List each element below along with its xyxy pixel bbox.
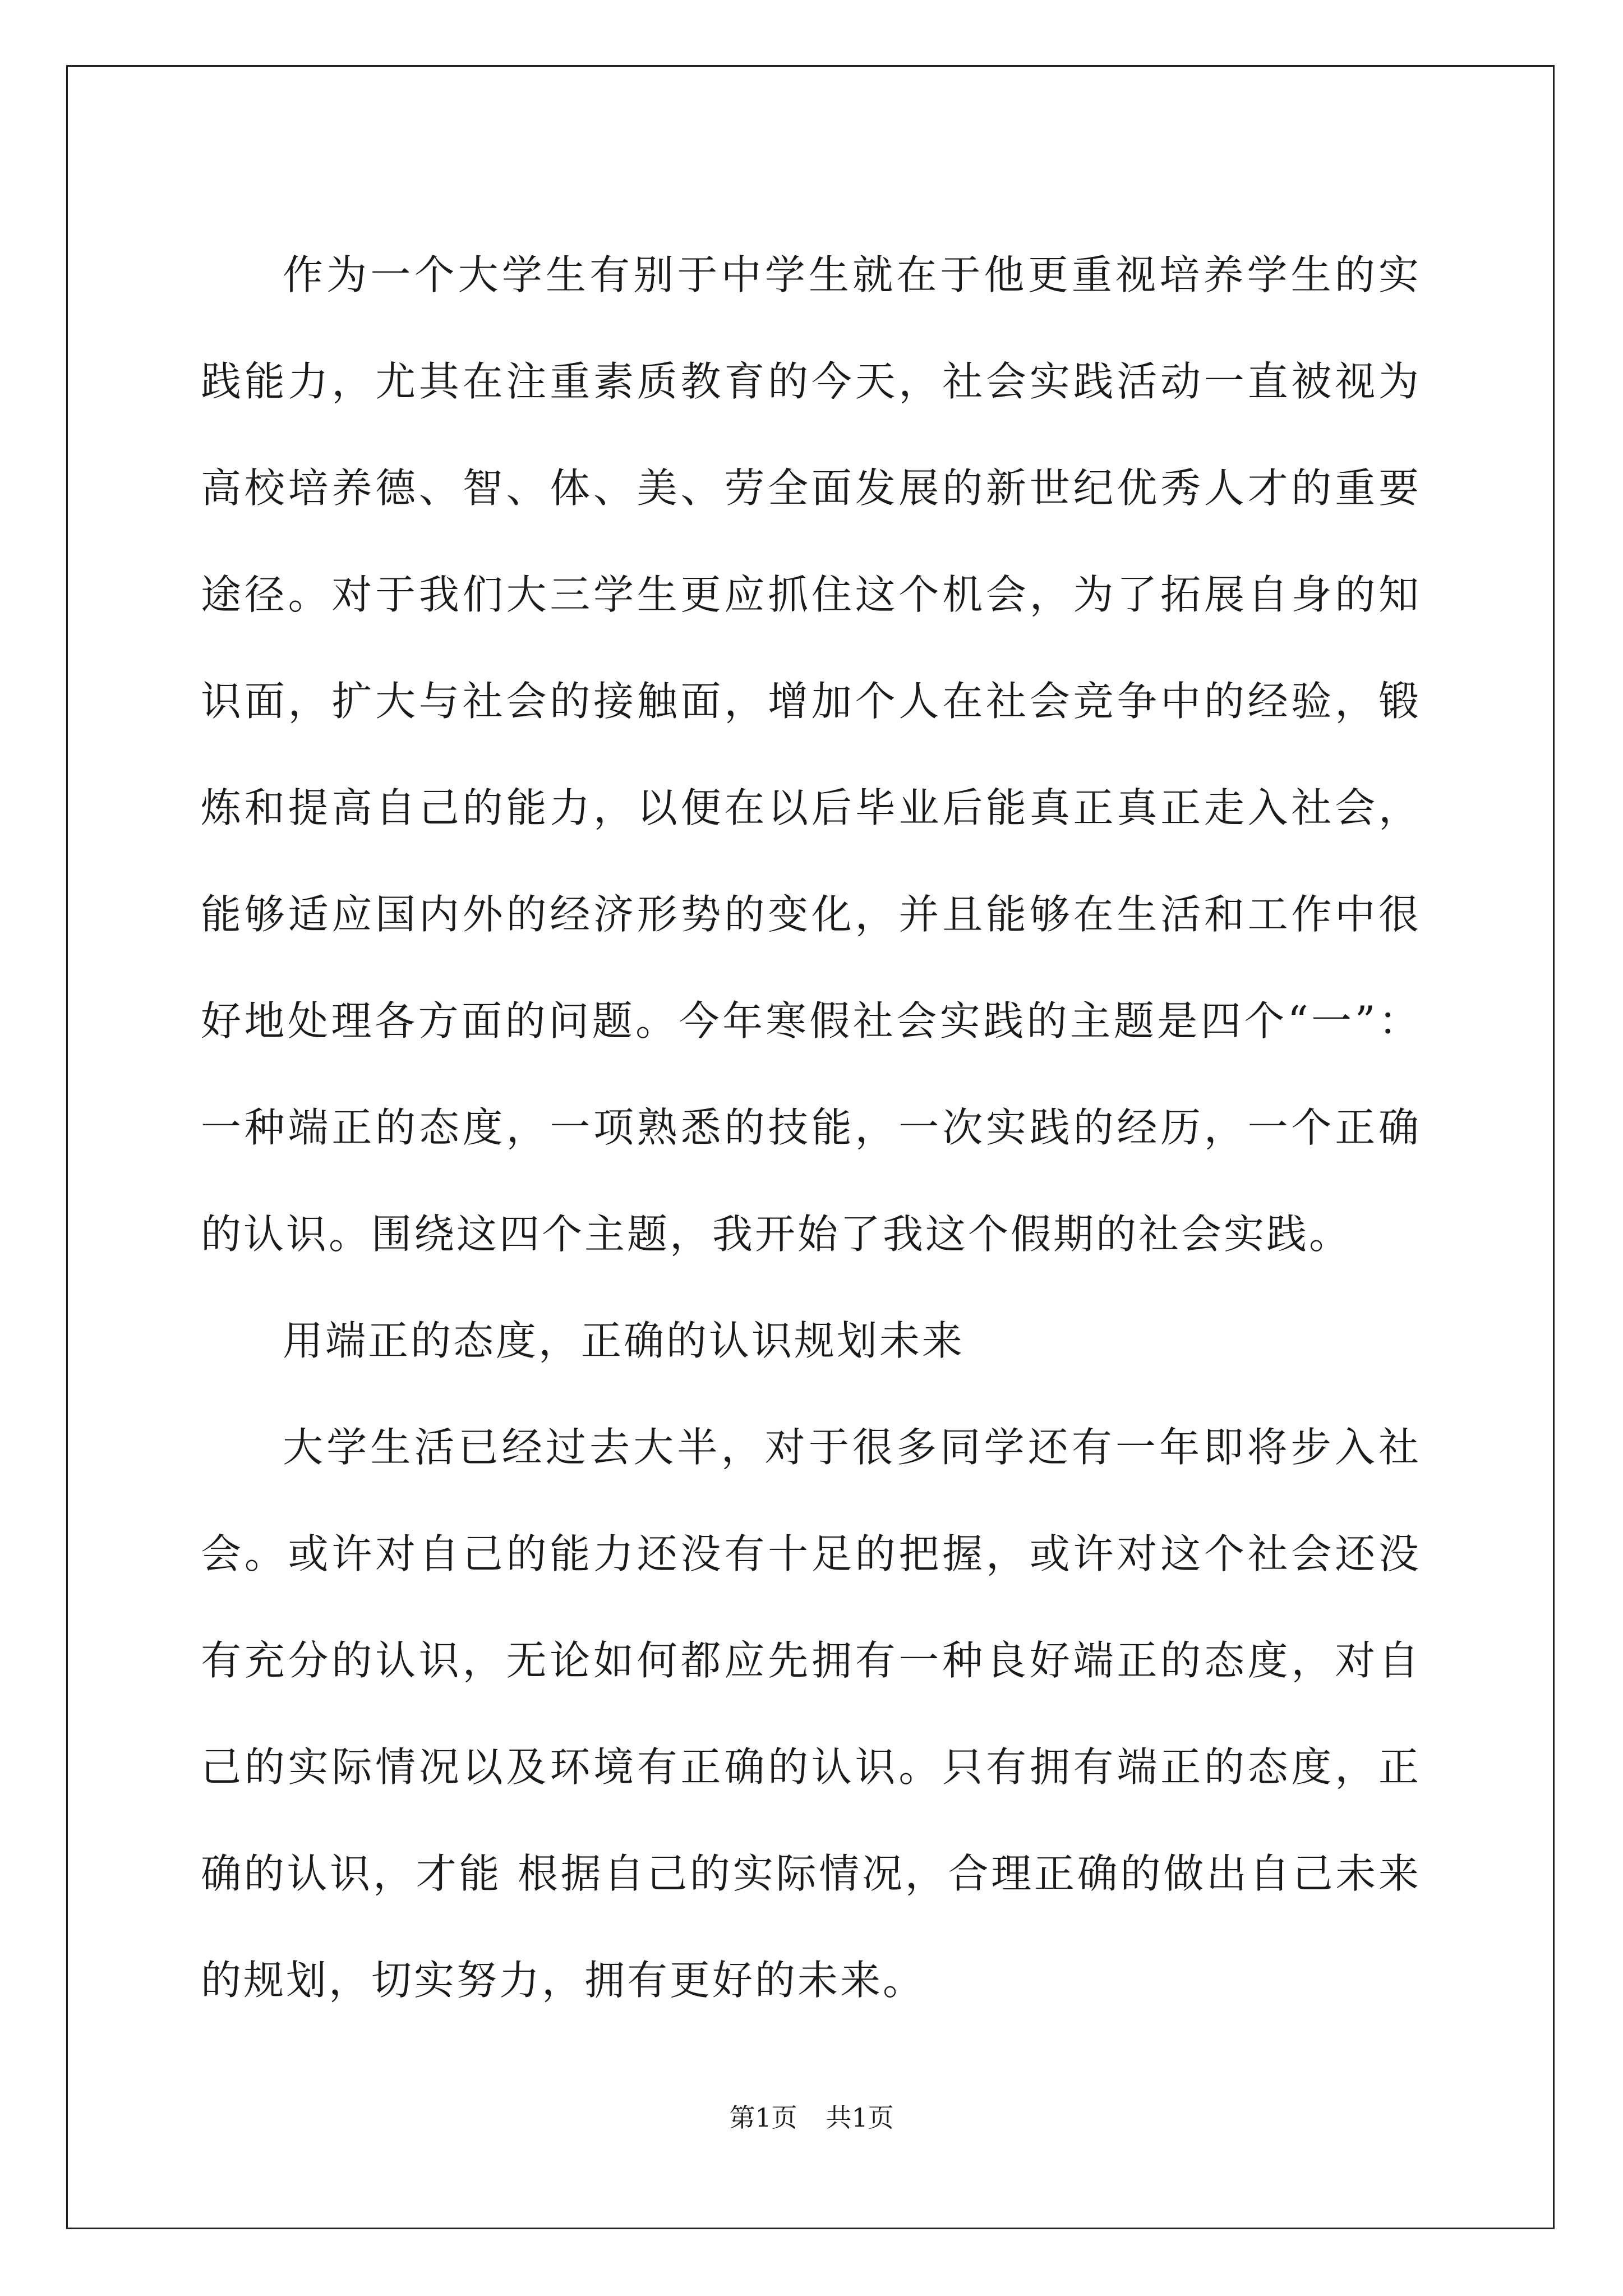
page-footer (0, 2101, 1623, 2134)
section-heading: 用端正的态度，正确的认识规划未来 (283, 1317, 965, 1364)
document-body (201, 222, 1421, 2033)
paragraph-intro: 作为一个大学生有别于中学生就在于他更重视培养学生的实践能力，尤其在注重素质教育的今天，社会实践活动一直被视为高校培养德、智、体、美、劳全面发展的新世纪优秀人才的重要途径。对于我们大三学生更应抓住这个机会，为了拓展自身的知识面，扩大与社会的接触面，增加个人在社会竞争中的经验，锻炼和提高自己的能力，以便在以后毕业后能真正真正走入社会，能够适应国内外的经济形势的变化，并且能够在生活和工作中很好地处理各方面的问题。今年寒假社会实践的主题是四个“一”：一种端正的态度，一项熟悉的技能，一次实践的经历，一个正确的认识。围绕这四个主题，我开始了我这个假期的社会实践。 (201, 251, 1421, 1258)
paragraph-planning: 大学生活已经过去大半，对于很多同学还有一年即将步入社会。或许对自己的能力还没有十足的把握，或许对这个社会还没有充分的认识，无论如何都应先拥有一种良好端正的态度，对自己的实际情况以及环境有正确的认识。只有拥有端正的态度，正确的认识，才能 根据自己的实际情况，合理正确的做出自己未来的规划，切实努力，拥有更好的未来。 (201, 1424, 1421, 2004)
page-total: 共1页 (826, 2102, 894, 2133)
page-number: 第1页 (729, 2102, 797, 2133)
